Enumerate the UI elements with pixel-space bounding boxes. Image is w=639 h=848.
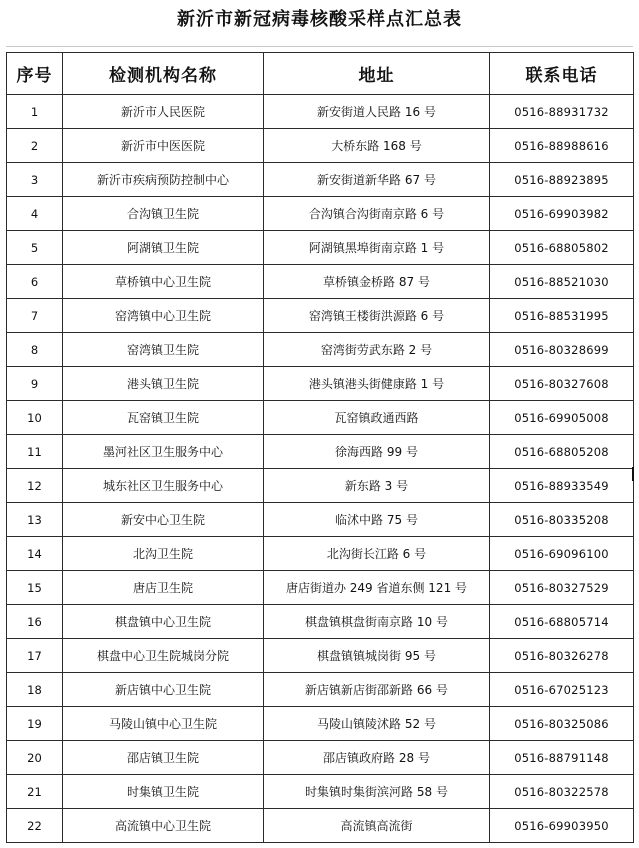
cell-phone: 0516-69903950	[490, 809, 634, 843]
cell-no: 19	[7, 707, 63, 741]
cell-address: 唐店街道办 249 省道东侧 121 号	[264, 571, 490, 605]
cell-no: 17	[7, 639, 63, 673]
table-row	[7, 299, 634, 333]
cell-phone: 0516-80327529	[490, 571, 634, 605]
cell-no: 22	[7, 809, 63, 843]
cell-no: 7	[7, 299, 63, 333]
table-row	[7, 333, 634, 367]
table-row	[7, 95, 634, 129]
cell-institution: 城东社区卫生服务中心	[63, 469, 264, 503]
cell-address: 新安街道新华路 67 号	[264, 163, 490, 197]
title-divider	[6, 46, 633, 47]
cell-institution: 北沟卫生院	[63, 537, 264, 571]
cell-no: 18	[7, 673, 63, 707]
cell-address: 草桥镇金桥路 87 号	[264, 265, 490, 299]
cell-institution: 草桥镇中心卫生院	[63, 265, 264, 299]
cell-institution: 邵店镇卫生院	[63, 741, 264, 775]
cell-address: 徐海西路 99 号	[264, 435, 490, 469]
cell-address: 北沟街长江路 6 号	[264, 537, 490, 571]
cell-institution: 阿湖镇卫生院	[63, 231, 264, 265]
table-row	[7, 197, 634, 231]
cell-institution: 墨河社区卫生服务中心	[63, 435, 264, 469]
cell-address: 合沟镇合沟街南京路 6 号	[264, 197, 490, 231]
table-row	[7, 741, 634, 775]
cell-address: 窑湾镇王楼街洪源路 6 号	[264, 299, 490, 333]
cell-address: 高流镇高流街	[264, 809, 490, 843]
table-header	[7, 53, 634, 95]
cell-phone: 0516-80327608	[490, 367, 634, 401]
cell-address: 阿湖镇黑埠街南京路 1 号	[264, 231, 490, 265]
cell-address: 瓦窑镇政通西路	[264, 401, 490, 435]
cell-no: 12	[7, 469, 63, 503]
header-institution: 检测机构名称	[63, 53, 264, 95]
cell-no: 5	[7, 231, 63, 265]
sampling-sites-table	[6, 52, 634, 843]
table-row	[7, 265, 634, 299]
cell-phone: 0516-68805208	[490, 435, 634, 469]
cell-phone: 0516-88531995	[490, 299, 634, 333]
table-row	[7, 469, 634, 503]
cell-no: 6	[7, 265, 63, 299]
cell-address: 时集镇时集街滨河路 58 号	[264, 775, 490, 809]
cell-no: 16	[7, 605, 63, 639]
table-row	[7, 503, 634, 537]
header-row	[7, 53, 634, 95]
cell-no: 13	[7, 503, 63, 537]
cell-no: 9	[7, 367, 63, 401]
cell-institution: 窑湾镇卫生院	[63, 333, 264, 367]
cell-no: 14	[7, 537, 63, 571]
table-row	[7, 401, 634, 435]
table-row	[7, 231, 634, 265]
table-row	[7, 571, 634, 605]
cell-institution: 棋盘镇中心卫生院	[63, 605, 264, 639]
cell-phone: 0516-80335208	[490, 503, 634, 537]
cell-no: 15	[7, 571, 63, 605]
cell-institution: 高流镇中心卫生院	[63, 809, 264, 843]
cell-institution: 新店镇中心卫生院	[63, 673, 264, 707]
table-row	[7, 367, 634, 401]
cell-phone: 0516-88923895	[490, 163, 634, 197]
cell-institution: 时集镇卫生院	[63, 775, 264, 809]
cell-phone: 0516-80328699	[490, 333, 634, 367]
cell-no: 3	[7, 163, 63, 197]
cell-institution: 窑湾镇中心卫生院	[63, 299, 264, 333]
cell-institution: 新沂市中医医院	[63, 129, 264, 163]
cell-phone: 0516-88791148	[490, 741, 634, 775]
cell-address: 棋盘镇镇城岗街 95 号	[264, 639, 490, 673]
cell-institution: 新安中心卫生院	[63, 503, 264, 537]
cell-phone: 0516-67025123	[490, 673, 634, 707]
cell-no: 1	[7, 95, 63, 129]
cell-phone: 0516-88933549	[490, 469, 634, 503]
cell-phone: 0516-80322578	[490, 775, 634, 809]
cell-institution: 马陵山镇中心卫生院	[63, 707, 264, 741]
cell-address: 窑湾街劳武东路 2 号	[264, 333, 490, 367]
cell-address: 新安街道人民路 16 号	[264, 95, 490, 129]
cell-institution: 瓦窑镇卫生院	[63, 401, 264, 435]
cell-phone: 0516-69905008	[490, 401, 634, 435]
header-no: 序号	[7, 53, 63, 95]
page-title: 新沂市新冠病毒核酸采样点汇总表	[177, 9, 462, 30]
cell-institution: 新沂市疾病预防控制中心	[63, 163, 264, 197]
cell-no: 10	[7, 401, 63, 435]
table-row	[7, 707, 634, 741]
cell-address: 新东路 3 号	[264, 469, 490, 503]
cell-no: 21	[7, 775, 63, 809]
edge-cursor-mark	[632, 467, 634, 481]
cell-phone: 0516-68805714	[490, 605, 634, 639]
table-body	[7, 95, 634, 843]
cell-phone: 0516-80325086	[490, 707, 634, 741]
cell-no: 8	[7, 333, 63, 367]
cell-address: 港头镇港头街健康路 1 号	[264, 367, 490, 401]
cell-no: 2	[7, 129, 63, 163]
cell-phone: 0516-88521030	[490, 265, 634, 299]
cell-address: 棋盘镇棋盘街南京路 10 号	[264, 605, 490, 639]
cell-phone: 0516-80326278	[490, 639, 634, 673]
cell-address: 大桥东路 168 号	[264, 129, 490, 163]
cell-phone: 0516-68805802	[490, 231, 634, 265]
cell-institution: 棋盘中心卫生院城岗分院	[63, 639, 264, 673]
table-row	[7, 775, 634, 809]
cell-address: 马陵山镇陵沭路 52 号	[264, 707, 490, 741]
cell-address: 临沭中路 75 号	[264, 503, 490, 537]
cell-no: 11	[7, 435, 63, 469]
cell-institution: 港头镇卫生院	[63, 367, 264, 401]
table-row	[7, 435, 634, 469]
table-row	[7, 673, 634, 707]
cell-phone: 0516-69903982	[490, 197, 634, 231]
cell-institution: 唐店卫生院	[63, 571, 264, 605]
cell-phone: 0516-88931732	[490, 95, 634, 129]
cell-no: 4	[7, 197, 63, 231]
cell-institution: 合沟镇卫生院	[63, 197, 264, 231]
cell-address: 新店镇新店街邵新路 66 号	[264, 673, 490, 707]
table-row	[7, 605, 634, 639]
header-phone: 联系电话	[490, 53, 634, 95]
cell-institution: 新沂市人民医院	[63, 95, 264, 129]
table-row	[7, 163, 634, 197]
table-row	[7, 537, 634, 571]
cell-address: 邵店镇政府路 28 号	[264, 741, 490, 775]
cell-phone: 0516-88988616	[490, 129, 634, 163]
cell-no: 20	[7, 741, 63, 775]
header-address: 地址	[264, 53, 490, 95]
cell-phone: 0516-69096100	[490, 537, 634, 571]
table-row	[7, 639, 634, 673]
table-row	[7, 129, 634, 163]
table-row	[7, 809, 634, 843]
